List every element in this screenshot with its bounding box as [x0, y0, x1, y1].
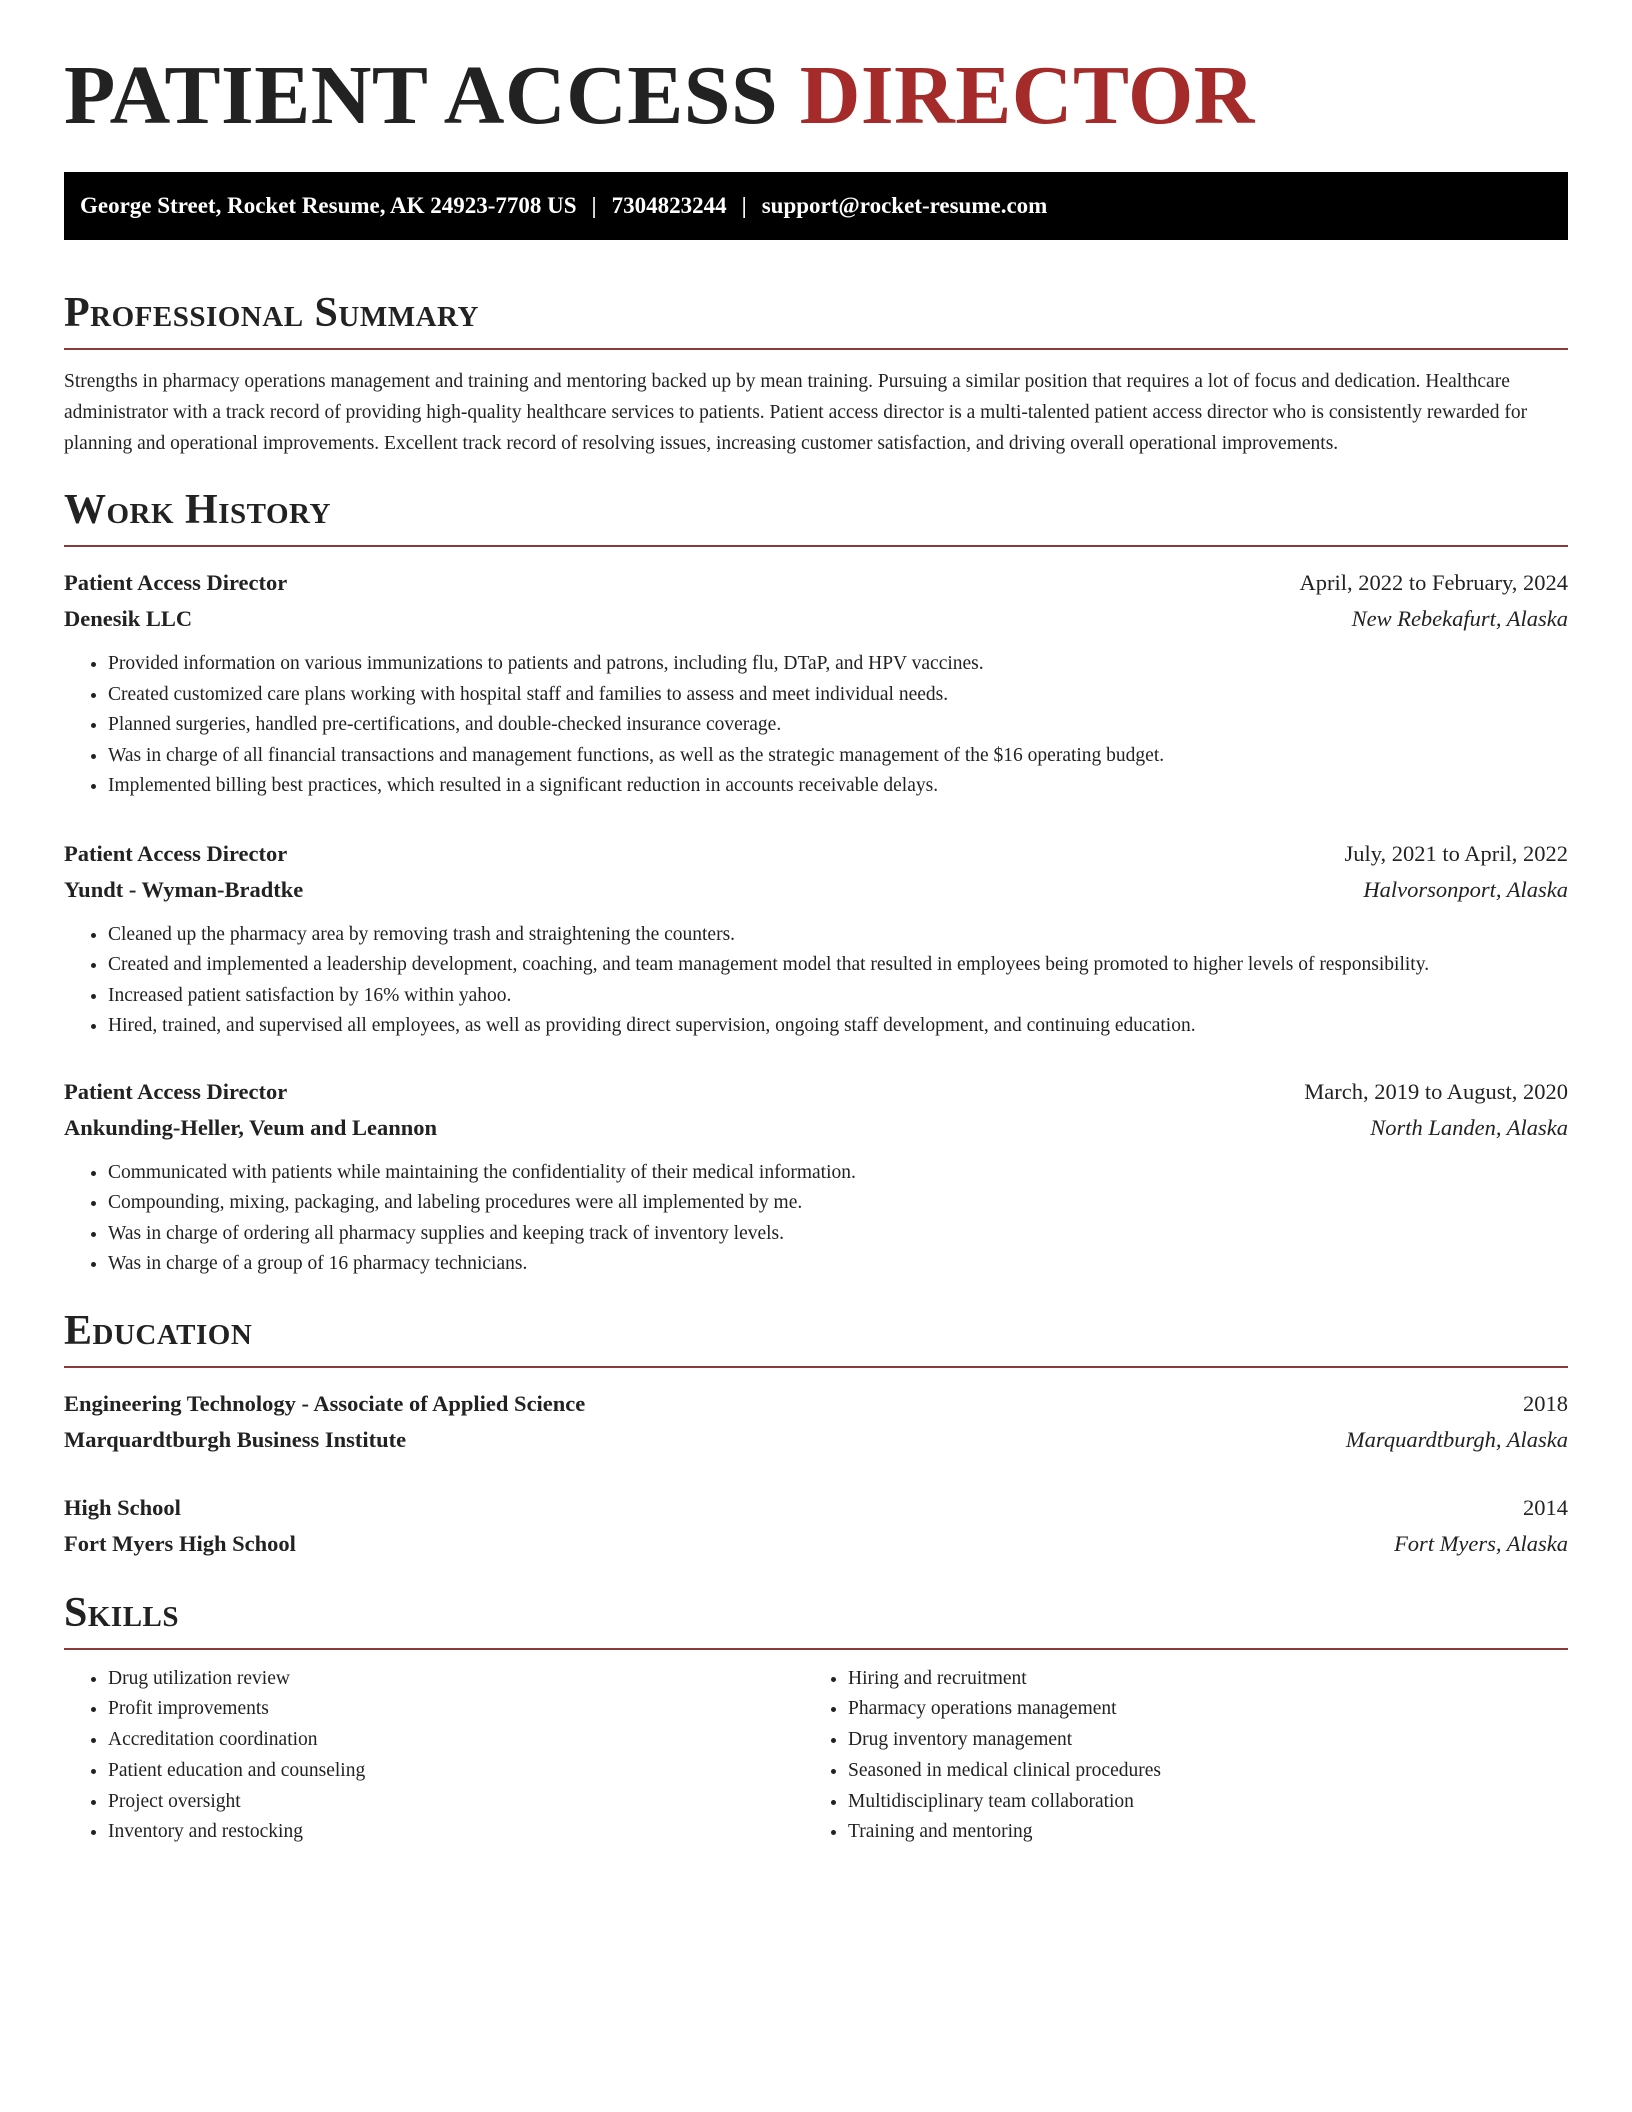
contact-phone[interactable]: 7304823244	[611, 193, 727, 218]
job-entry	[64, 565, 1568, 802]
education-location: Fort Myers, Alaska	[1394, 1530, 1568, 1556]
job-title: Patient Access Director	[64, 570, 288, 595]
skill-item: • Project oversight	[108, 1787, 804, 1818]
job-header-row	[64, 836, 1568, 872]
skills-columns	[64, 1664, 1568, 1849]
job-dates: July, 2021 to April, 2022	[1344, 840, 1568, 866]
section-heading-work-history: Work History	[64, 487, 331, 533]
job-entry	[64, 836, 1568, 1042]
job-bullet: • Hired, trained, and supervised all employees, as well as providing direct supervision, ongoing staff development, and continuing education.	[108, 1011, 1568, 1042]
contact-email[interactable]: support@rocket-resume.com	[761, 193, 1048, 218]
job-bullet: • Planned surgeries, handled pre-certifications, and double-checked insurance coverage.	[108, 710, 1568, 741]
resume-page	[64, 0, 1568, 1848]
section-divider	[64, 1366, 1568, 1368]
education-school-row	[64, 1526, 1568, 1562]
section-heading-summary: Professional Summary	[64, 290, 479, 336]
skill-item: • Seasoned in medical clinical procedures	[848, 1756, 1544, 1787]
job-bullet: • Provided information on various immunizations to patients and patrons, including flu, DTaP, and HPV vaccines.	[108, 649, 1568, 680]
contact-separator: |	[741, 193, 747, 218]
resume-title	[64, 49, 1568, 142]
skill-item: • Profit improvements	[108, 1694, 804, 1725]
job-company: Ankunding-Heller, Veum and Leannon	[64, 1114, 438, 1140]
job-bullet: • Created and implemented a leadership development, coaching, and team management model that resulted in employees being promoted to higher levels of responsibility.	[108, 950, 1568, 981]
skill-item: • Accreditation coordination	[108, 1725, 804, 1756]
job-header-row	[64, 565, 1568, 601]
education-degree: High School	[64, 1494, 181, 1520]
skill-item: • Multidisciplinary team collaboration	[848, 1787, 1544, 1818]
education-location: Marquardtburgh, Alaska	[1345, 1426, 1568, 1452]
education-degree: Engineering Technology - Associate of Applied Science	[64, 1390, 586, 1416]
job-bullet: • Cleaned up the pharmacy area by removing trash and straightening the counters.	[108, 920, 1568, 951]
section-divider	[64, 348, 1568, 350]
skills-section	[64, 1589, 1568, 1849]
skills-list-left	[64, 1664, 804, 1849]
job-bullet: • Communicated with patients while maintaining the confidentiality of their medical information.	[108, 1158, 1568, 1189]
job-bullet: • Was in charge of a group of 16 pharmacy technicians.	[108, 1249, 1568, 1280]
education-header-row	[64, 1490, 1568, 1526]
summary-text: Strengths in pharmacy operations management and training and mentoring backed up by mean training. Pursuing a similar position that requires a lot of focus and dedication. Healthcare administrator with a track record of providing high-quality healthcare services to patients. Patient access director is a multi-talented patient access director who is consistently rewarded for planning and operational improvements. Excellent track record of resolving issues, increasing customer satisfaction, and driving overall operational improvements.	[64, 371, 1528, 454]
job-title: Patient Access Director	[64, 840, 288, 866]
title-accent: DIRECTOR	[799, 49, 1255, 142]
education-school-row	[64, 1422, 1568, 1458]
job-location: North Landen, Alaska	[1370, 1114, 1568, 1140]
work-history-section	[64, 489, 1568, 1280]
contact-bar	[64, 172, 1568, 240]
job-bullet: • Created customized care plans working with hospital staff and families to assess and meet individual needs.	[108, 680, 1568, 711]
job-bullets	[64, 920, 1568, 1042]
education-year: 2014	[1523, 1494, 1568, 1520]
skill-item: • Training and mentoring	[848, 1817, 1544, 1848]
job-location: Halvorsonport, Alaska	[1363, 876, 1568, 902]
job-bullet: • Increased patient satisfaction by 16% within yahoo.	[108, 981, 1568, 1012]
job-company-row	[64, 601, 1568, 637]
skill-item: • Drug utilization review	[108, 1664, 804, 1695]
section-heading-education: Education	[64, 1307, 253, 1354]
job-bullet: • Compounding, mixing, packaging, and labeling procedures were all implemented by me.	[108, 1188, 1568, 1219]
education-school: Fort Myers High School	[64, 1530, 296, 1556]
education-entry	[64, 1386, 1568, 1458]
job-company: Denesik LLC	[64, 606, 193, 631]
education-entry	[64, 1490, 1568, 1562]
education-school: Marquardtburgh Business Institute	[64, 1426, 407, 1452]
skills-list-right	[804, 1664, 1544, 1849]
job-bullet: • Was in charge of ordering all pharmacy supplies and keeping track of inventory levels.	[108, 1219, 1568, 1250]
skill-item: • Patient education and counseling	[108, 1756, 804, 1787]
skill-item: • Inventory and restocking	[108, 1817, 804, 1848]
job-dates: March, 2019 to August, 2020	[1304, 1078, 1568, 1104]
section-divider	[64, 545, 1568, 547]
job-bullets	[64, 1158, 1568, 1280]
job-bullet: • Was in charge of all financial transactions and management functions, as well as the strategic management of the $16 operating budget.	[108, 741, 1568, 772]
summary-section	[64, 292, 1568, 459]
education-year: 2018	[1523, 1390, 1568, 1416]
skill-item: • Drug inventory management	[848, 1725, 1544, 1756]
job-bullet: • Implemented billing best practices, which resulted in a significant reduction in accounts receivable delays.	[108, 771, 1568, 802]
job-title: Patient Access Director	[64, 1078, 288, 1104]
job-bullets	[64, 649, 1568, 802]
skill-item: • Hiring and recruitment	[848, 1664, 1544, 1695]
contact-separator: |	[591, 193, 597, 218]
title-main: PATIENT ACCESS	[64, 49, 800, 142]
job-header-row	[64, 1074, 1568, 1110]
skill-item: • Pharmacy operations management	[848, 1694, 1544, 1725]
education-header-row	[64, 1386, 1568, 1422]
job-company-row	[64, 1110, 1568, 1146]
education-section	[64, 1307, 1568, 1562]
job-entry	[64, 1074, 1568, 1280]
contact-address: George Street, Rocket Resume, AK 24923-7708 US	[80, 193, 577, 218]
job-location: New Rebekafurt, Alaska	[1351, 606, 1568, 631]
job-company-row	[64, 872, 1568, 908]
section-divider	[64, 1648, 1568, 1650]
section-heading-skills: Skills	[64, 1589, 180, 1636]
job-dates: April, 2022 to February, 2024	[1299, 570, 1568, 595]
job-company: Yundt - Wyman-Bradtke	[64, 876, 304, 902]
